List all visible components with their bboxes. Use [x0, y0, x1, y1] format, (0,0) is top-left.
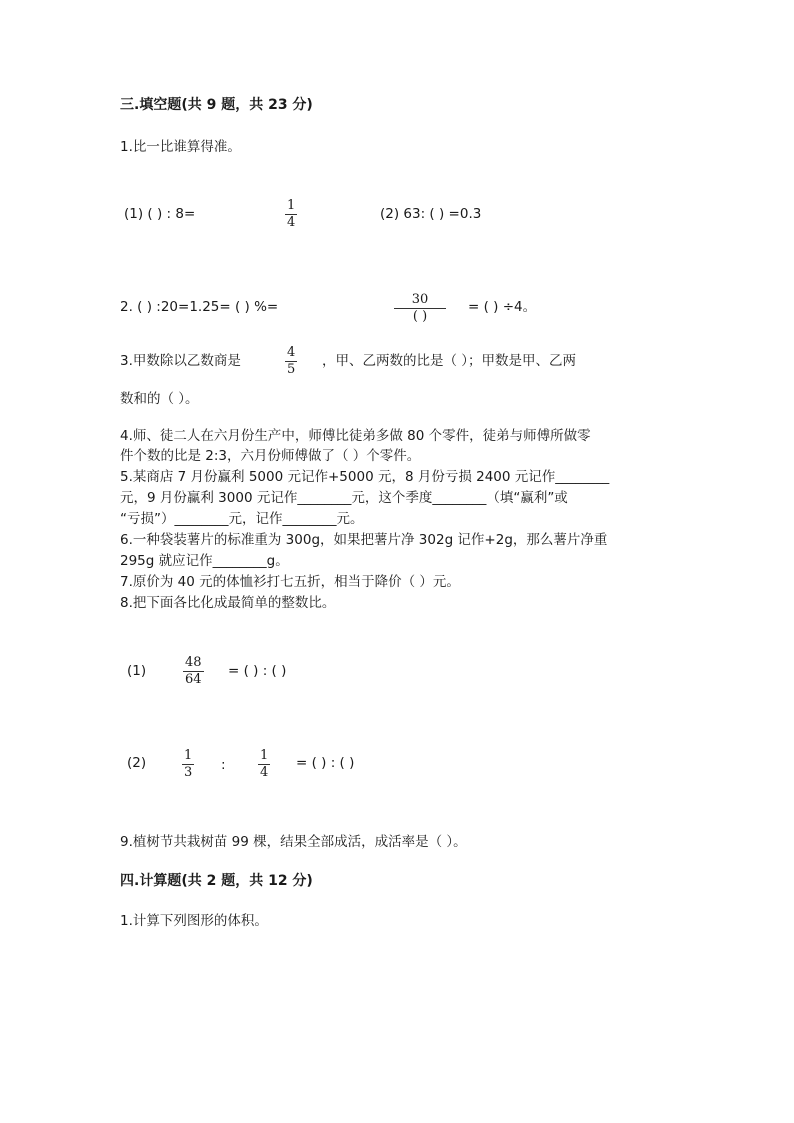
fraction-denominator: 64 [185, 672, 202, 687]
q4-line1: 4.师、徒二人在六月份生产中，师傅比徒弟多做 80 个零件，徒弟与师傅所做零 [120, 428, 591, 444]
q1-part2: (2) 63: ( ) =0.3 [380, 206, 482, 222]
q6-line1: 6.一种袋装薯片的标准重为 300g，如果把薯片净 302g 记作+2g，那么薯片净重 [120, 532, 608, 548]
fraction-numerator: 1 [184, 748, 193, 763]
q5-line1: 5.某商店 7 月份赢利 5000 元记作+5000 元，8 月份亏损 2400 元记作________ [120, 469, 610, 485]
q5-line2: 元，9 月份赢利 3000 元记作________元，这个季度________（填“赢利”或 [120, 490, 568, 506]
q8-part1-fraction [183, 655, 204, 688]
q2-left: 2. ( ) :20=1.25= ( ) %= [120, 299, 279, 315]
q8-part2-label: (2) [127, 755, 147, 771]
fraction-numerator: 30 [394, 292, 446, 309]
q3-left: 3.甲数除以乙数商是 [120, 353, 241, 369]
q8-part2-fraction-b [258, 748, 270, 781]
q7-text: 7.原价为 40 元的体恤衫打七五折，相当于降价（ ）元。 [120, 574, 460, 590]
fraction-denominator: 4 [260, 765, 269, 780]
q2-right: = ( ) ÷4。 [468, 299, 537, 315]
q4-line2: 件个数的比是 2:3，六月份师傅做了（ ）个零件。 [120, 448, 421, 464]
fraction-numerator: 4 [287, 345, 296, 360]
q8-part2-fraction-a [182, 748, 194, 781]
q1-title: 1.比一比谁算得准。 [120, 139, 241, 155]
fraction-denominator: 5 [287, 362, 296, 377]
q3-line2: 数和的（ ）。 [120, 391, 199, 407]
section-4-heading: 四.计算题(共 2 题，共 12 分) [120, 873, 313, 889]
fraction-denominator: 4 [287, 215, 296, 230]
q8-part1-right: = ( ) : ( ) [228, 663, 287, 679]
q6-line2: 295g 就应记作________g。 [120, 553, 289, 569]
fraction-numerator: 1 [287, 198, 296, 213]
q8-part1-label: (1) [127, 663, 147, 679]
section4-q1-text: 1.计算下列图形的体积。 [120, 913, 268, 929]
fraction-numerator: 48 [185, 655, 202, 670]
fraction-denominator: 3 [184, 765, 193, 780]
q8-part2-colon: : [221, 757, 226, 773]
q8-part2-right: = ( ) : ( ) [296, 755, 355, 771]
fraction-numerator: 1 [260, 748, 269, 763]
q3-right: ，甲、乙两数的比是（ ）；甲数是甲、乙两 [322, 353, 577, 369]
q8-title: 8.把下面各比化成最简单的整数比。 [120, 595, 336, 611]
q2-fraction [394, 292, 446, 325]
q1-part1-left: (1) ( ) : 8= [124, 206, 196, 222]
q5-line3: “亏损”）________元，记作________元。 [120, 511, 364, 527]
section-3-heading: 三.填空题(共 9 题，共 23 分) [120, 97, 313, 113]
q1-part1-fraction [285, 198, 297, 231]
q9-text: 9.植树节共栽树苗 99 棵，结果全部成活，成活率是（ ）。 [120, 834, 467, 850]
fraction-denominator: ( ) [412, 309, 428, 324]
q3-fraction [285, 345, 297, 378]
